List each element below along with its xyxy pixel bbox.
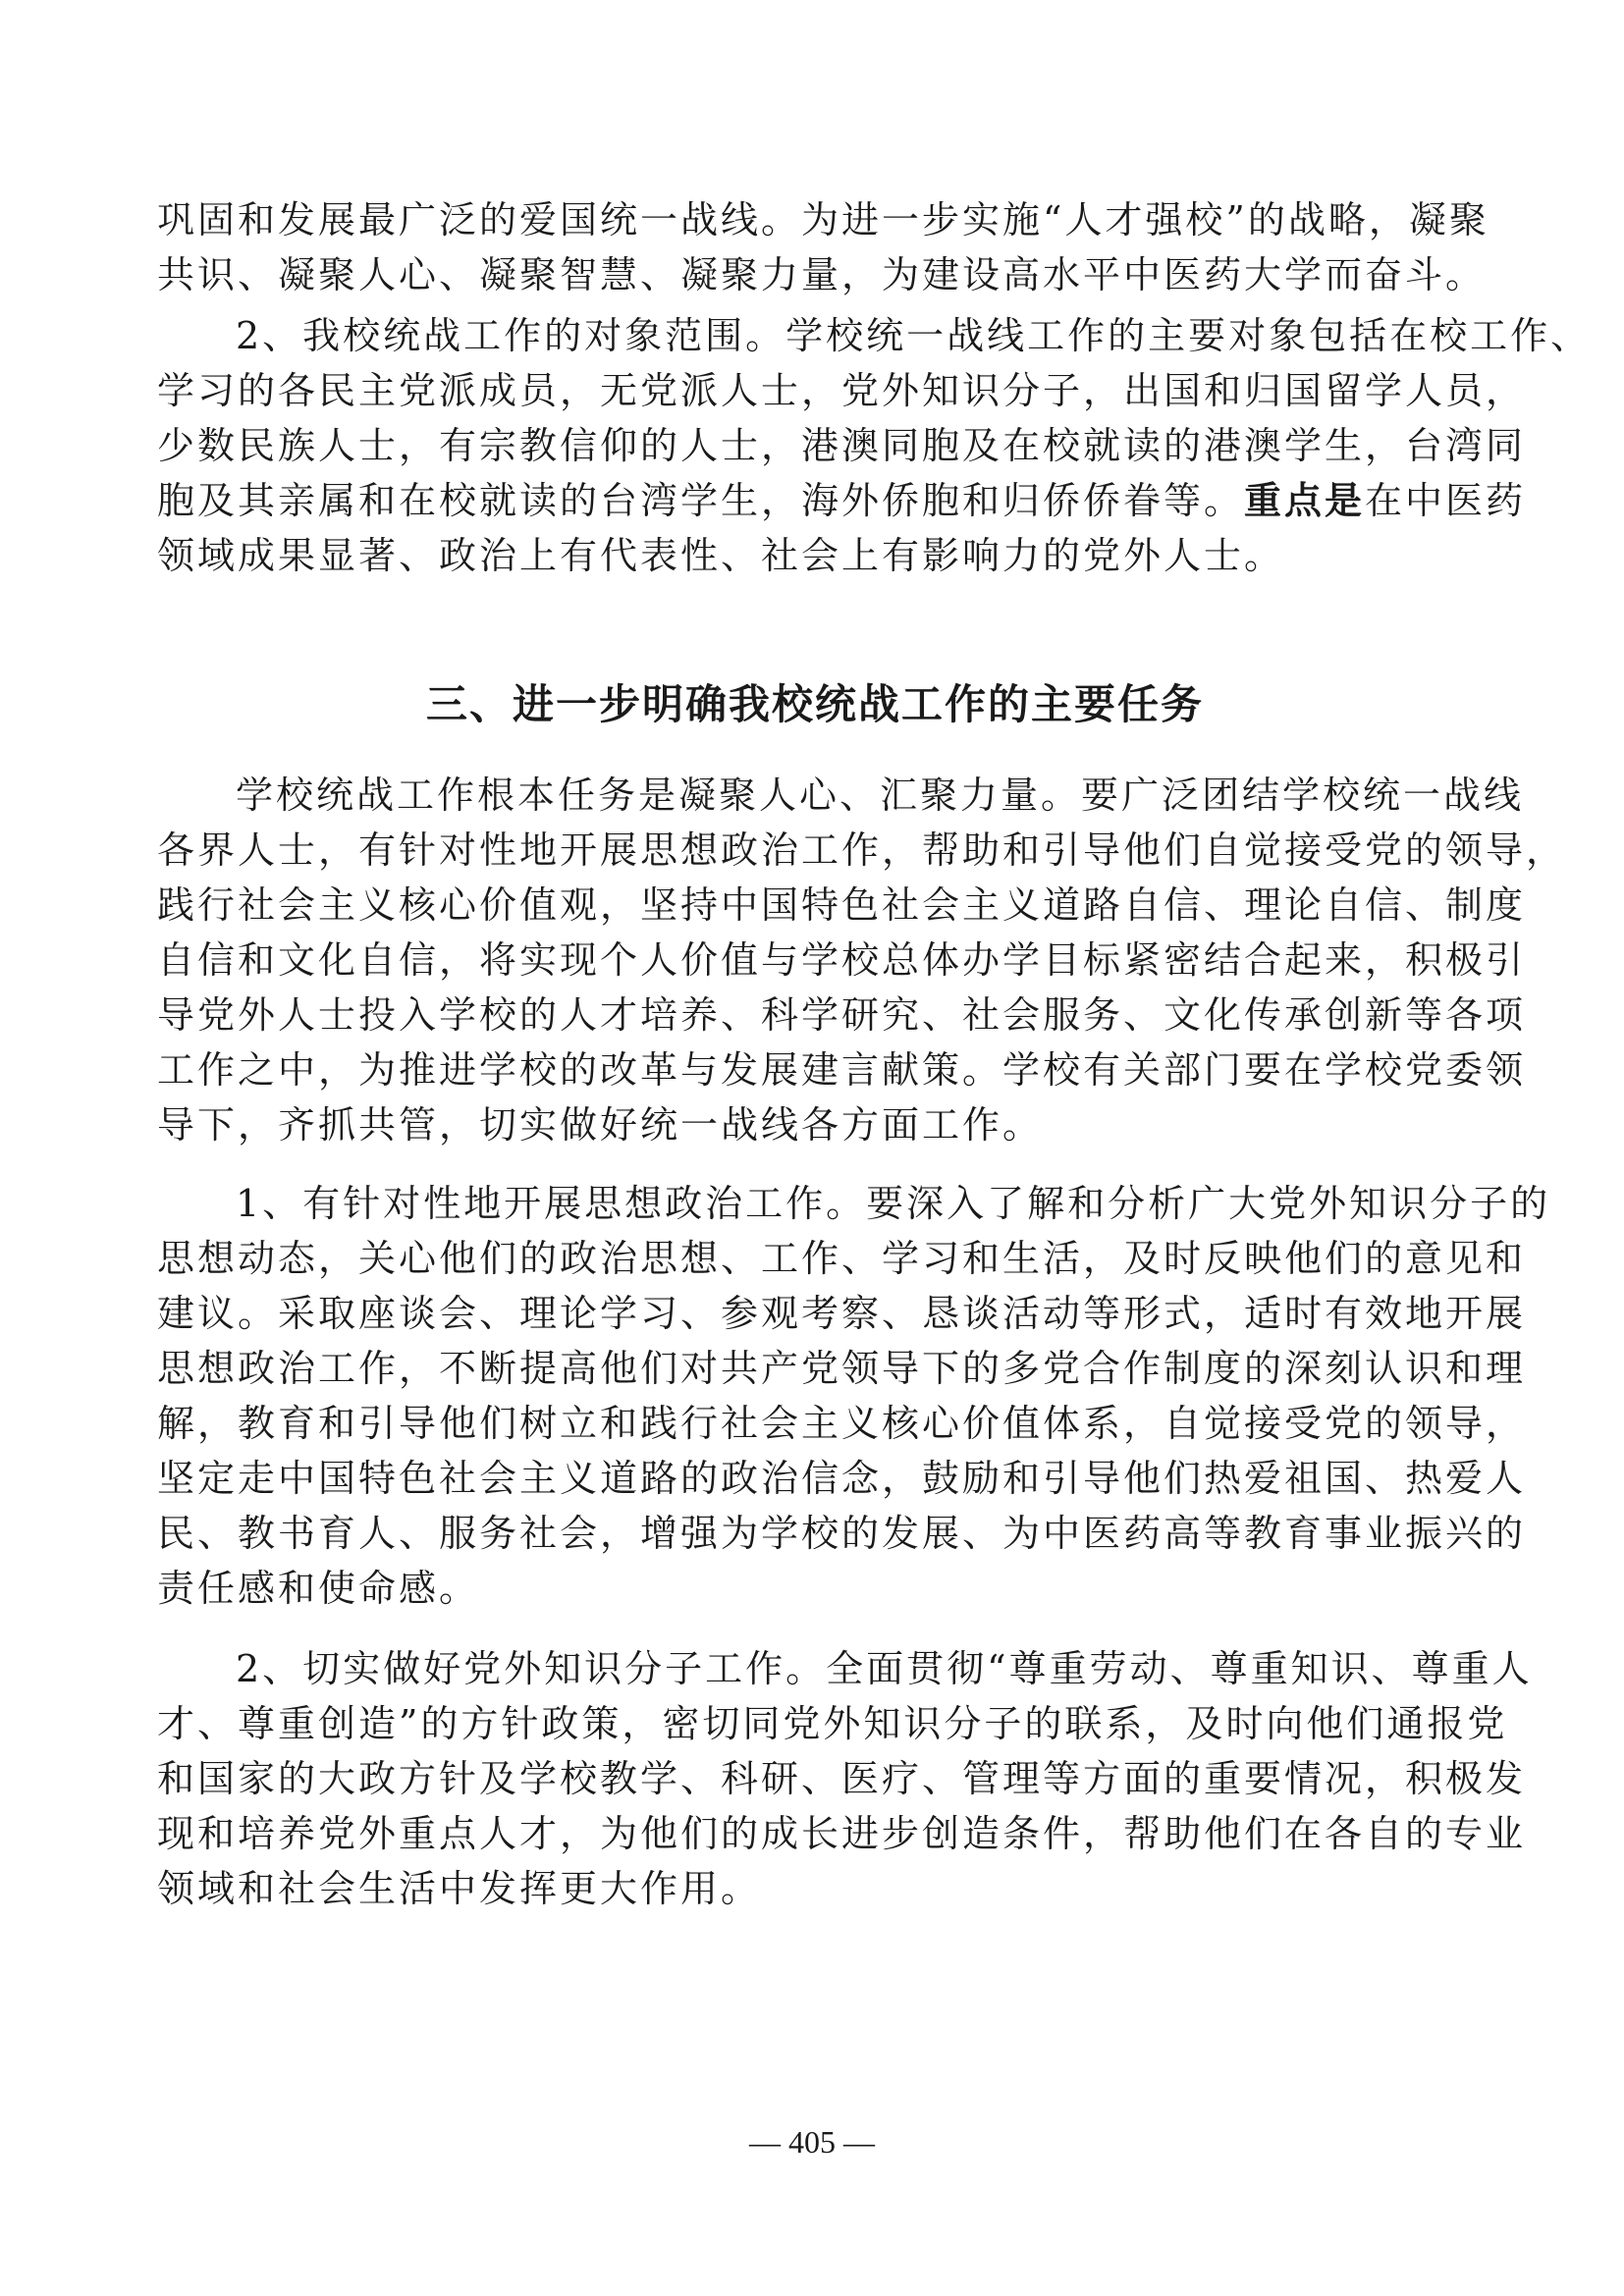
- intellectuals-paragraph: [157, 1641, 1533, 1916]
- text-line: 解，教育和引导他们树立和践行社会主义核心价值体系，自觉接受党的领导，: [157, 1402, 1527, 1445]
- scope-paragraph: [157, 308, 1592, 583]
- text-line: 巩固和发展最广泛的爱国统一战线。为进一步实施“人才强校”的战略，凝聚: [157, 198, 1489, 241]
- text-line: 民、教书育人、服务社会，增强为学校的发展、为中医药高等教育事业振兴的: [157, 1512, 1527, 1555]
- text-line: 践行社会主义核心价值观，坚持中国特色社会主义道路自信、理论自信、制度: [157, 883, 1527, 927]
- ideology-paragraph: [157, 1176, 1551, 1616]
- text-run: 在中医药: [1365, 479, 1527, 522]
- text-line: 少数民族人士，有宗教信仰的人士，港澳同胞及在校就读的港澳学生，台湾同: [157, 424, 1527, 467]
- text-line: 1、有针对性地开展思想政治工作。要深入了解和分析广大党外知识分子的: [236, 1182, 1551, 1225]
- text-line: 导下，齐抓共管，切实做好统一战线各方面工作。: [157, 1103, 1044, 1147]
- text-line: 建议。采取座谈会、理论学习、参观考察、恳谈活动等形式，适时有效地开展: [157, 1292, 1527, 1335]
- text-line: 现和培养党外重点人才，为他们的成长进步创造条件，帮助他们在各自的专业: [157, 1812, 1527, 1855]
- text-run: 胞及其亲属和在校就读的台湾学生，海外侨胞和归侨侨眷等。: [157, 479, 1245, 522]
- text-line: 各界人士，有针对性地开展思想政治工作，帮助和引导他们自觉接受党的领导，: [157, 828, 1567, 872]
- text-line: 共识、凝聚人心、凝聚智慧、凝聚力量，为建设高水平中医药大学而奋斗。: [157, 253, 1487, 296]
- text-line-with-emphasis: [157, 473, 1527, 528]
- text-line: 2、切实做好党外知识分子工作。全面贯彻“尊重劳动、尊重知识、尊重人: [236, 1647, 1533, 1690]
- text-line: 自信和文化自信，将实现个人价值与学校总体办学目标紧密结合起来，积极引: [157, 938, 1527, 982]
- text-line: 思想政治工作，不断提高他们对共产党领导下的多党合作制度的深刻认识和理: [157, 1347, 1527, 1390]
- text-line: 工作之中，为推进学校的改革与发展建言献策。学校有关部门要在学校党委领: [157, 1048, 1527, 1092]
- text-line: 学习的各民主党派成员，无党派人士，党外知识分子，出国和归国留学人员，: [157, 369, 1527, 412]
- text-line: 责任感和使命感。: [157, 1567, 480, 1610]
- text-line: 才、尊重创造”的方针政策，密切同党外知识分子的联系，及时向他们通报党: [157, 1702, 1508, 1745]
- text-line: 2、我校统战工作的对象范围。学校统一战线工作的主要对象包括在校工作、: [236, 314, 1592, 357]
- text-line: 和国家的大政方针及学校教学、科研、医疗、管理等方面的重要情况，积极发: [157, 1757, 1527, 1800]
- text-line: 坚定走中国特色社会主义道路的政治信念，鼓励和引导他们热爱祖国、热爱人: [157, 1457, 1527, 1500]
- text-line: 学校统战工作根本任务是凝聚人心、汇聚力量。要广泛团结学校统一战线: [236, 774, 1525, 817]
- tasks-paragraph: [157, 768, 1567, 1152]
- section-heading: 三、进一步明确我校统战工作的主要任务: [425, 680, 1204, 728]
- text-line: 思想动态，关心他们的政治思想、工作、学习和生活，及时反映他们的意见和: [157, 1237, 1527, 1280]
- text-line: 导党外人士投入学校的人才培养、科学研究、社会服务、文化传承创新等各项: [157, 993, 1527, 1037]
- text-line: 领域和社会生活中发挥更大作用。: [157, 1867, 762, 1910]
- text-line: 领域成果显著、政治上有代表性、社会上有影响力的党外人士。: [157, 534, 1285, 577]
- intro-paragraph: [157, 192, 1489, 302]
- emphasis-text: 重点是: [1244, 478, 1366, 522]
- page-number: — 405 —: [749, 2124, 875, 2160]
